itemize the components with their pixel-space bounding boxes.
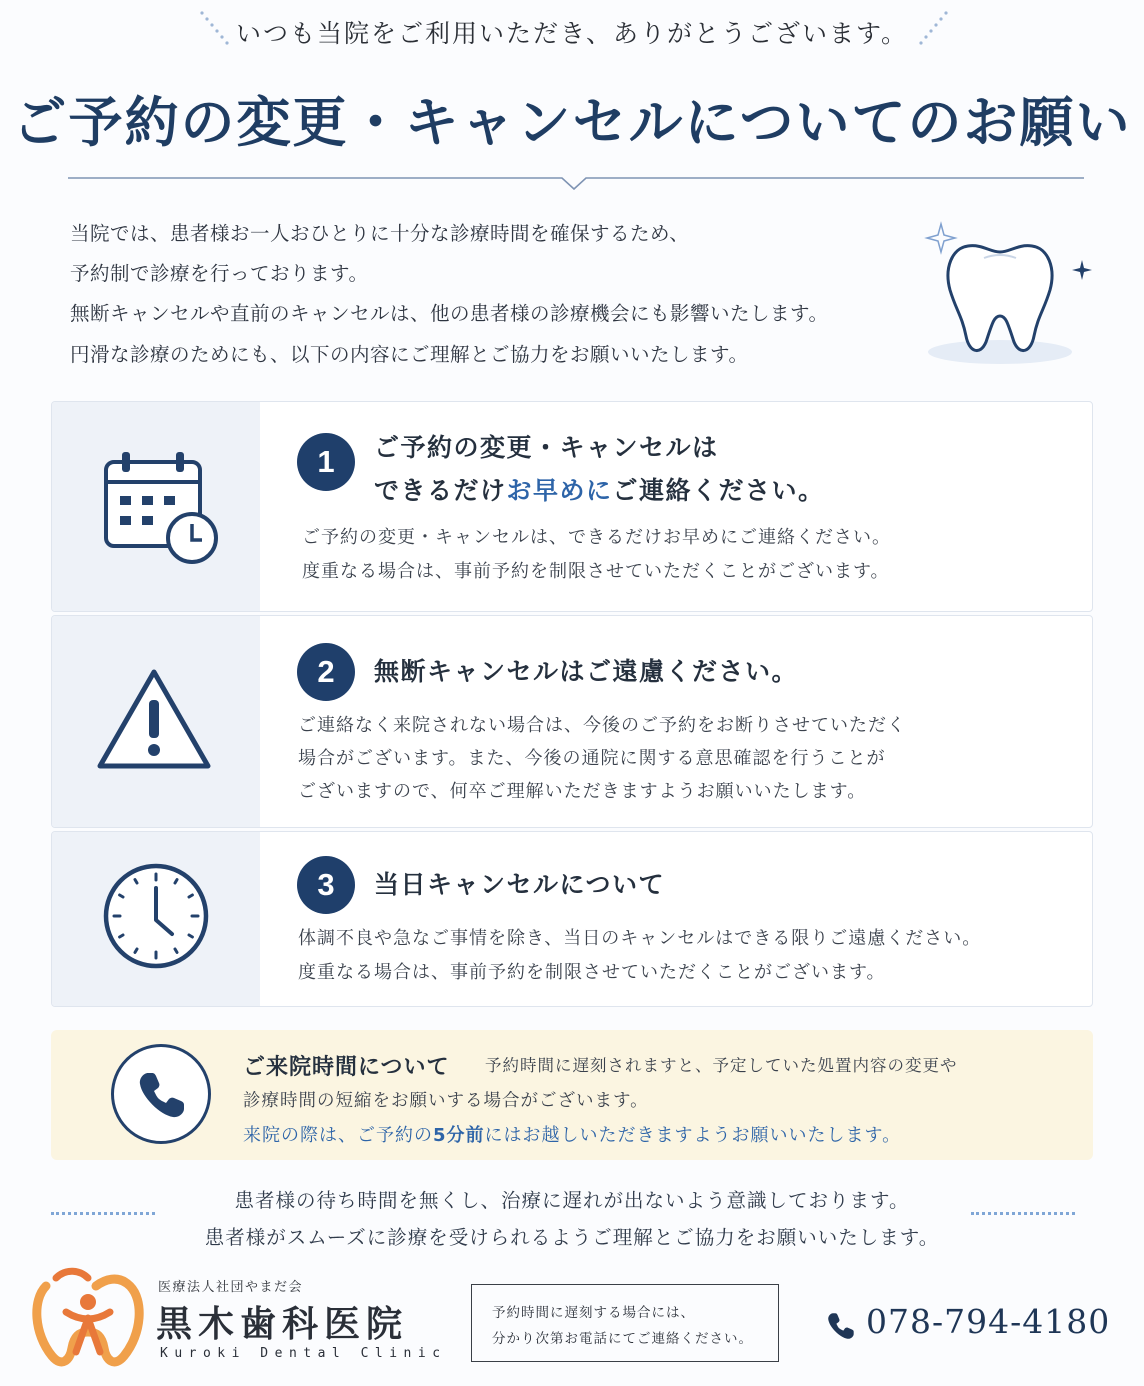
visit-text: 来院の際は、ご予約の	[243, 1125, 433, 1146]
clinic-name: 黒木歯科医院	[156, 1303, 409, 1345]
notice-card-3	[51, 831, 1093, 1007]
item-heading: 当日キャンセルについて	[374, 870, 666, 899]
item-heading	[374, 426, 825, 512]
visit-text: にはお越しいただきますようお願いいたします。	[484, 1125, 902, 1146]
phone-icon	[136, 1069, 188, 1121]
item-heading: 無断キャンセルはご遠慮ください。	[374, 657, 799, 686]
page-title: ご予約の変更・キャンセルについてのお願い	[12, 90, 1132, 154]
item-number-badge: 1	[297, 433, 355, 491]
card-icon-panel	[52, 832, 260, 1006]
item-number-badge: 2	[297, 643, 355, 701]
calendar-clock-icon	[100, 448, 222, 570]
notice-card-2	[51, 615, 1093, 828]
heading-text: ご連絡ください。	[612, 476, 825, 505]
late-notice-box	[471, 1284, 779, 1362]
title-divider	[68, 166, 1084, 190]
item-body	[302, 521, 891, 589]
visit-text-line: 予約時間に遅刻されますと、予定していた処置内容の変更や	[485, 1056, 958, 1075]
item-heading-line2	[374, 469, 825, 512]
card-icon-panel	[52, 616, 260, 827]
clinic-organization: 医療法人社団やまだ会	[158, 1280, 304, 1295]
intro-line: 予約制で診療を行っております。	[70, 262, 369, 285]
phone-number-link[interactable]: 078-794-4180	[866, 1302, 1111, 1341]
clinic-logo-icon	[26, 1256, 152, 1376]
item-body-line: ございますので、何卒ご理解いただきますようお願いいたします。	[298, 781, 867, 802]
late-notice-line: 分かり次第お電話にてご連絡ください。	[492, 1331, 753, 1347]
phone-icon	[826, 1310, 856, 1342]
item-body-line: 度重なる場合は、事前予約を制限させていただくことがございます。	[302, 561, 890, 582]
visit-text-line: 診療時間の短縮をお願いする場合がございます。	[243, 1091, 649, 1111]
notice-card-1	[51, 401, 1093, 612]
intro-line: 円滑な診療のためにも、以下の内容にご理解とご協力をお願いいたします。	[70, 343, 749, 366]
heading-text: できるだけ	[374, 476, 507, 505]
closing-line: 患者様がスムーズに診療を受けられるようご理解とご協力をお願いいたします。	[204, 1226, 940, 1249]
visit-time-box	[51, 1030, 1093, 1160]
item-body-line: 体調不良や急なご事情を除き、当日のキャンセルはできる限りご遠慮ください。	[298, 928, 982, 949]
card-icon-panel	[52, 402, 260, 611]
visit-five-minutes: 5分前	[433, 1125, 485, 1146]
clinic-name-roman: Kuroki Dental Clinic	[160, 1346, 447, 1361]
closing-line: 患者様の待ち時間を無くし、治療に遅れが出ないよう意識しております。	[234, 1189, 910, 1212]
heading-highlight: お早めに	[506, 476, 613, 505]
item-body-line: 度重なる場合は、事前予約を制限させていただくことがございます。	[298, 962, 886, 983]
visit-heading: ご来院時間について	[243, 1055, 450, 1080]
item-body-line: ご連絡なく来院されない場合は、今後のご予約をお断りさせていただく	[298, 715, 906, 736]
item-body-line: 場合がございます。また、今後の通院に関する意思確認を行うことが	[298, 748, 886, 769]
item-number-badge: 3	[297, 856, 355, 914]
visit-emphasis-line	[243, 1121, 901, 1147]
late-notice-line: 予約時間に遅刻する場合には、	[492, 1305, 695, 1321]
item-body-line: ご予約の変更・キャンセルは、できるだけお早めにご連絡ください。	[302, 527, 891, 548]
phone-icon-circle	[111, 1044, 211, 1144]
clock-icon	[102, 862, 210, 970]
warning-icon	[94, 666, 214, 774]
tooth-icon	[924, 218, 1099, 378]
decorative-dots-right-icon	[912, 10, 952, 50]
item-body	[298, 709, 906, 808]
item-heading-line1: ご予約の変更・キャンセルは	[374, 433, 719, 462]
item-body	[298, 922, 981, 990]
intro-line: 無断キャンセルや直前のキャンセルは、他の患者様の診療機会にも影響いたします。	[70, 302, 829, 325]
greeting-text: いつも当院をご利用いただき、ありがとうございます。	[235, 19, 908, 48]
intro-line: 当院では、患者様お一人おひとりに十分な診療時間を確保するため、	[70, 222, 690, 245]
